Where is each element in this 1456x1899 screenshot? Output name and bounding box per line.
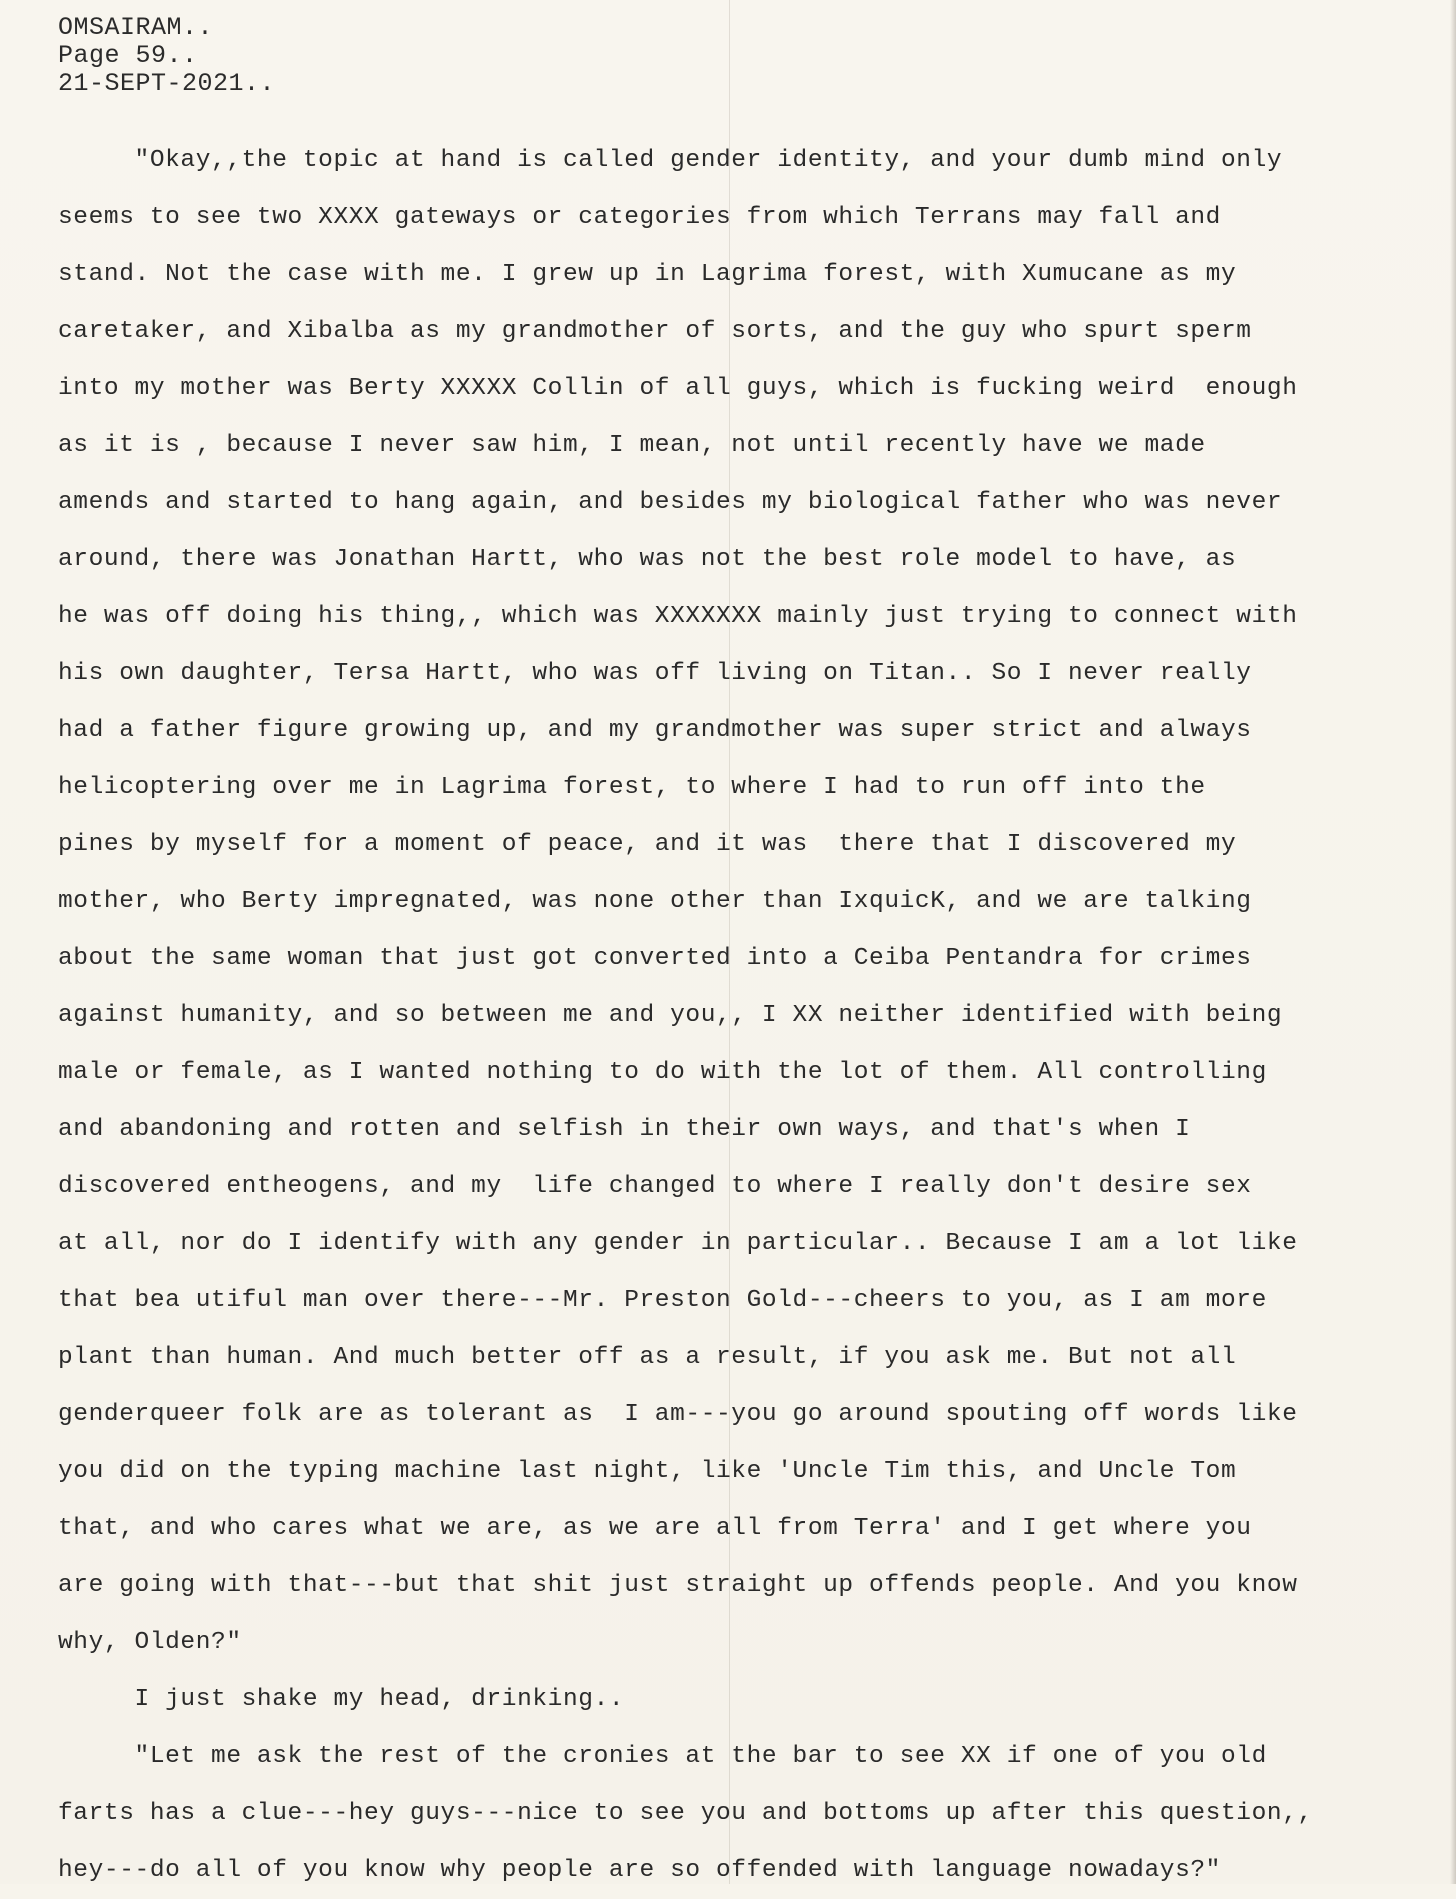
page-header xyxy=(58,14,275,98)
text-line: seems to see two XXXX gateways or categories from which Terrans may fall and xyxy=(58,204,1221,231)
text-line: stand. Not the case with me. I grew up in Lagrima forest, with Xumucane as my xyxy=(58,261,1237,288)
header-page-number: Page 59.. xyxy=(58,41,198,70)
text-line: discovered entheogens, and my life changed to where I really don't desire sex xyxy=(58,1173,1252,1200)
text-line: around, there was Jonathan Hartt, who was not the best role model to have, as xyxy=(58,546,1237,573)
text-line: hey---do all of you know why people are so offended with language nowadays?" xyxy=(58,1857,1221,1884)
text-line: against humanity, and so between me and you,, I XX neither identified with being xyxy=(58,1002,1283,1029)
text-line: farts has a clue---hey guys---nice to see you and bottoms up after this question,, xyxy=(58,1800,1313,1827)
text-line: plant than human. And much better off as a result, if you ask me. But not all xyxy=(58,1344,1237,1371)
text-line: had a father figure growing up, and my grandmother was super strict and always xyxy=(58,717,1252,744)
paper-edge-shadow xyxy=(1450,0,1456,1884)
text-line: helicoptering over me in Lagrima forest, to where I had to run off into the xyxy=(58,774,1206,801)
text-line: why, Olden?" xyxy=(58,1629,242,1656)
text-line: his own daughter, Tersa Hartt, who was off living on Titan.. So I never really xyxy=(58,660,1252,687)
text-line: that, and who cares what we are, as we are all from Terra' and I get where you xyxy=(58,1515,1252,1542)
text-line: male or female, as I wanted nothing to do with the lot of them. All controlling xyxy=(58,1059,1267,1086)
text-line: "Let me ask the rest of the cronies at the bar to see XX if one of you old xyxy=(58,1743,1267,1770)
text-line: are going with that---but that shit just straight up offends people. And you know xyxy=(58,1572,1298,1599)
text-line: mother, who Berty impregnated, was none other than IxquicK, and we are talking xyxy=(58,888,1252,915)
text-line: he was off doing his thing,, which was XXXXXXX mainly just trying to connect with xyxy=(58,603,1298,630)
text-line: pines by myself for a moment of peace, and it was there that I discovered my xyxy=(58,831,1237,858)
text-line: at all, nor do I identify with any gender in particular.. Because I am a lot like xyxy=(58,1230,1298,1257)
body-text xyxy=(58,132,1448,1899)
text-line: as it is , because I never saw him, I mean, not until recently have we made xyxy=(58,432,1206,459)
text-line: amends and started to hang again, and besides my biological father who was never xyxy=(58,489,1283,516)
header-date: 21-SEPT-2021.. xyxy=(58,69,276,98)
header-title: OMSAIRAM.. xyxy=(58,13,214,42)
text-line: I just shake my head, drinking.. xyxy=(58,1686,625,1713)
text-line: into my mother was Berty XXXXX Collin of all guys, which is fucking weird enough xyxy=(58,375,1298,402)
text-line: you did on the typing machine last night, like 'Uncle Tim this, and Uncle Tom xyxy=(58,1458,1237,1485)
text-line: about the same woman that just got converted into a Ceiba Pentandra for crimes xyxy=(58,945,1252,972)
text-line: "Okay,,the topic at hand is called gender identity, and your dumb mind only xyxy=(58,147,1283,174)
text-line: that bea utiful man over there---Mr. Preston Gold---cheers to you, as I am more xyxy=(58,1287,1267,1314)
text-line: caretaker, and Xibalba as my grandmother of sorts, and the guy who spurt sperm xyxy=(58,318,1252,345)
text-line: genderqueer folk are as tolerant as I am---you go around spouting off words like xyxy=(58,1401,1298,1428)
text-line: and abandoning and rotten and selfish in their own ways, and that's when I xyxy=(58,1116,1191,1143)
